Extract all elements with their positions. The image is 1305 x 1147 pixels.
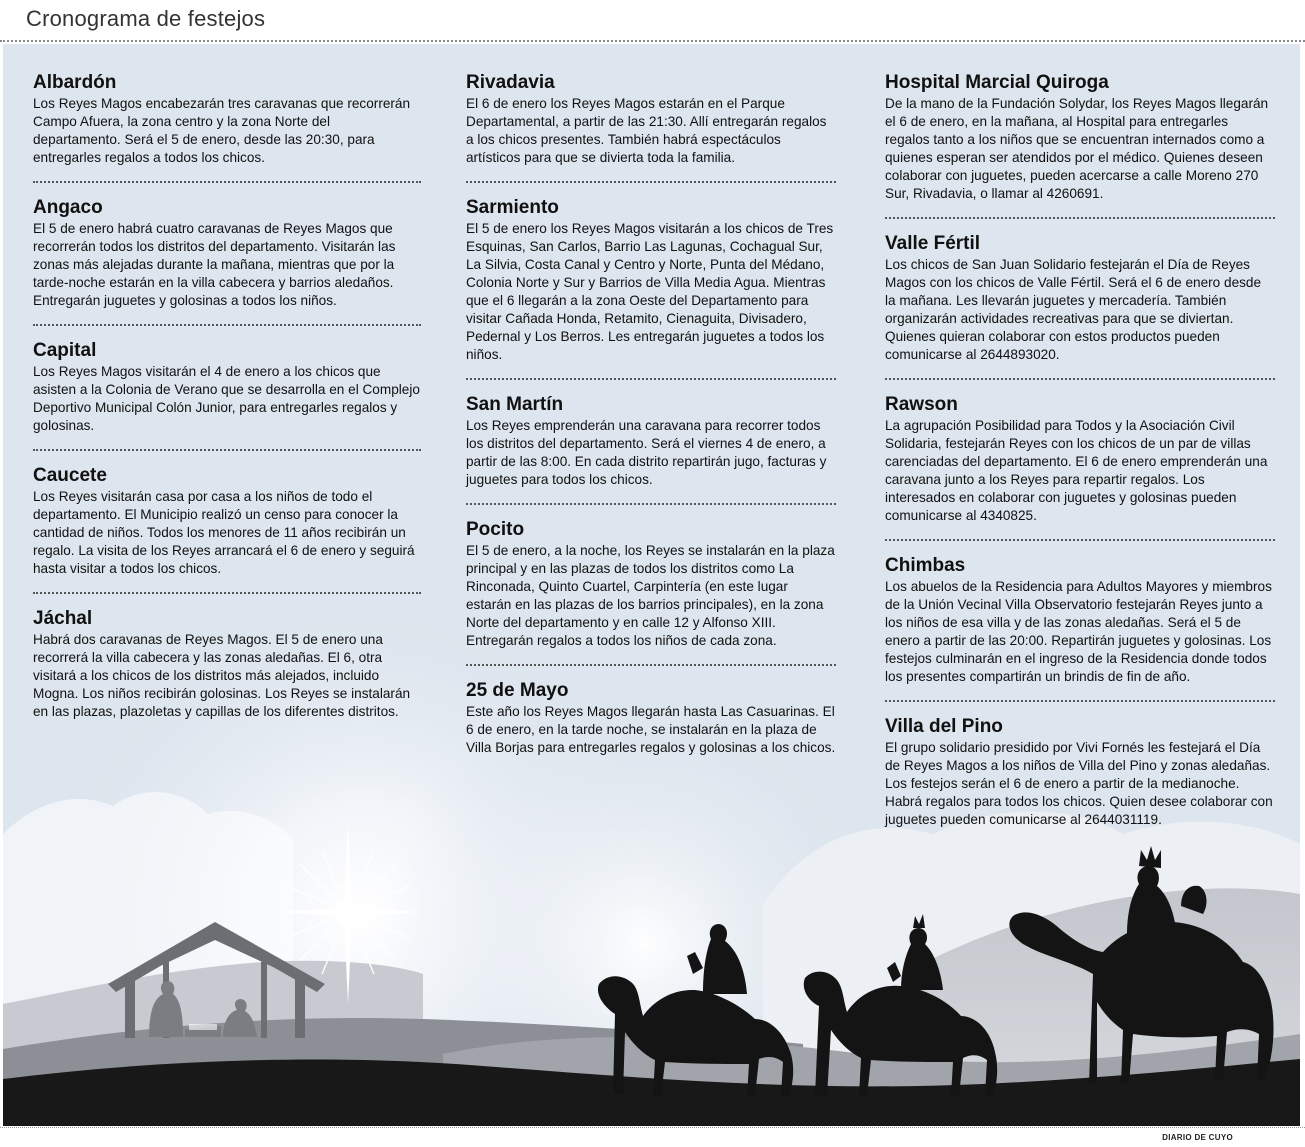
entry-text: Los Reyes Magos visitarán el 4 de enero a los chicos que asisten a la Colonia de Verano que se desarrolla en el Complejo Deportivo Municipal Colón Junior, para entregarles regalos y golosinas.	[33, 364, 420, 433]
entry-divider	[466, 664, 836, 666]
entry-divider	[466, 378, 836, 380]
entry-text: Este año los Reyes Magos llegarán hasta Las Casuarinas. El 6 de enero, en la tarde noche, se instalarán en la plaza de Villa Borjas para entregarles regalos y golosinas a los chicos.	[466, 704, 836, 755]
entry-title: Capital	[33, 340, 97, 361]
entry-villa-del-pino	[885, 716, 1275, 829]
entry-text: Los abuelos de la Residencia para Adultos Mayores y miembros de la Unión Vecinal Villa Observatorio festejarán Reyes junto a los niños de esa villa y de las zonas aledañas. Será el 5 de enero a partir de las 20:00. Repartirán juguetes y golosinas. Los festejos culminarán en el ingreso de la Residencia donde todos los presentes compartirán un brindis de fin de año.	[885, 579, 1272, 684]
entry-title: Villa del Pino	[885, 716, 1003, 737]
entry-text: Los chicos de San Juan Solidario festejarán el Día de Reyes Magos con los chicos de Valle Fértil. Será el 6 de enero desde la mañana. Les llevarán juguetes y mercadería. También organizarán actividades recreativas para que se diviertan. Quienes quieran colaborar con estos productos pueden comunicarse al 2644893020.	[885, 257, 1262, 362]
entry-title: Pocito	[466, 519, 525, 540]
entry-divider	[885, 378, 1275, 380]
entry-divider	[33, 324, 421, 326]
entry-angaco	[33, 197, 421, 310]
entry-title: San Martín	[466, 394, 564, 415]
entry-title: Rivadavia	[466, 72, 555, 93]
entry-text: Los Reyes visitarán casa por casa a los niños de todo el departamento. El Municipio realizó un censo para conocer la cantidad de niños. Todos los menores de 11 años recibirán un regalo. La visita de los Reyes arrancará el 6 de enero y seguirá hasta visitar a todos los chicos.	[33, 489, 415, 576]
entry-hospital-marcial-quiroga	[885, 72, 1275, 203]
entry-25-de-mayo	[466, 680, 836, 757]
column-3	[885, 72, 1275, 829]
entry-text: La agrupación Posibilidad para Todos y la Asociación Civil Solidaria, festejarán Reyes con los chicos de un par de villas carenciadas del departamento. El 6 de enero emprenderán una caravana junto a los Reyes para repartir regalos. Los interesados en colaborar con juguetes y golosinas pueden comunicarse al 4340825.	[885, 418, 1268, 523]
entry-divider	[33, 449, 421, 451]
entry-text: De la mano de la Fundación Solydar, los Reyes Magos llegarán el 6 de enero, en la mañana, al Hospital para entregarles regalos tanto a los niños que se encuentran internados como a quienes esperan ser atendidos por el médico. Quienes deseen colaborar con juguetes, pueden acercarse a calle Moreno 270 Sur, Rivadavia, o llamar al 4260691.	[885, 96, 1269, 201]
entry-title: Angaco	[33, 197, 103, 218]
column-2	[466, 72, 836, 757]
entry-divider	[885, 700, 1275, 702]
entry-chimbas	[885, 555, 1275, 686]
entry-caucete	[33, 465, 421, 578]
entry-text: Los Reyes emprenderán una caravana para recorrer todos los distritos del departamento. Será el viernes 4 de enero, a partir de las 8:00. En cada distrito repartirán jugo, facturas y juguetes para todos los chicos.	[466, 418, 827, 487]
entry-text: El 5 de enero los Reyes Magos visitarán a los chicos de Tres Esquinas, San Carlos, Barrio Las Lagunas, Cochagual Sur, La Silvia, Costa Canal y Centro y Norte, Punta del Médano, Colonia Norte y Sur y Barrios de Villa Media Agua. Mientras que el 6 llegarán a la zona Oeste del Departamento para visitar Cañada Honda, Retamito, Cienaguita, Divisadero, Pedernal y Los Berros. Les entregarán juguetes a todos los niños.	[466, 221, 834, 362]
entry-text: El 6 de enero los Reyes Magos estarán en el Parque Departamental, a partir de las 21:30. Allí entregarán regalos a los chicos presentes. También habrá espectáculos artísticos para que se divierta toda la familia.	[466, 96, 827, 165]
entry-divider	[466, 181, 836, 183]
source-credit: DIARIO DE CUYO	[1162, 1133, 1233, 1142]
entry-divider	[885, 217, 1275, 219]
entry-text: El 5 de enero habrá cuatro caravanas de Reyes Magos que recorrerán todos los distritos del departamento. Visitarán las zonas más alejadas durante la mañana, mientras que por la tarde-noche estarán en la villa cabecera y barrios aledaños. Entregarán juguetes y golosinas a todos los niños.	[33, 221, 396, 308]
footer-divider	[0, 1127, 1305, 1128]
entry-title: Albardón	[33, 72, 117, 93]
entry-divider	[885, 539, 1275, 541]
header-divider	[0, 40, 1305, 42]
column-1	[33, 72, 421, 721]
header	[0, 0, 1305, 42]
entry-capital	[33, 340, 421, 435]
entry-text: El grupo solidario presidido por Vivi Fornés les festejará el Día de Reyes Magos a los niños de Villa del Pino y zonas aledañas. Los festejos serán el 6 de enero a partir de la medianoche. Habrá regalos para todos los chicos. Quien desee colaborar con juguetes pueden comunicarse al 2644031119.	[885, 740, 1273, 827]
entry-title: 25 de Mayo	[466, 680, 569, 701]
entry-san-martin	[466, 394, 836, 489]
entry-title: Chimbas	[885, 555, 966, 576]
entry-divider	[33, 181, 421, 183]
entry-divider	[466, 503, 836, 505]
content-panel	[3, 44, 1300, 1126]
entry-title: Jáchal	[33, 608, 93, 629]
entry-sarmiento	[466, 197, 836, 364]
entry-title: Rawson	[885, 394, 958, 415]
entry-title: Valle Fértil	[885, 233, 981, 254]
entry-text: El 5 de enero, a la noche, los Reyes se instalarán en la plaza principal y en las plazas de todos los distritos como La Rinconada, Quinto Cuartel, Carpintería (en este lugar estarán en las plazas de los barrios principales), en la zona Norte del departamento y en calle 12 y Alfonso XIII. Entregarán regalos a todos los niños de cada zona.	[466, 543, 835, 648]
entry-valle-fertil	[885, 233, 1275, 364]
entry-title: Caucete	[33, 465, 107, 486]
entry-rivadavia	[466, 72, 836, 167]
entry-divider	[33, 592, 421, 594]
entry-pocito	[466, 519, 836, 650]
entry-albardon	[33, 72, 421, 167]
footer	[0, 1126, 1305, 1147]
entry-rawson	[885, 394, 1275, 525]
entry-text: Los Reyes Magos encabezarán tres caravanas que recorrerán Campo Afuera, la zona centro y la zona Norte del departamento. Será el 5 de enero, desde las 20:30, para entregarles regalos a todos los chicos.	[33, 96, 411, 165]
page-title: Cronograma de festejos	[26, 6, 266, 31]
entry-jachal	[33, 608, 421, 721]
entry-title: Hospital Marcial Quiroga	[885, 72, 1109, 93]
entry-title: Sarmiento	[466, 197, 559, 218]
entry-text: Habrá dos caravanas de Reyes Magos. El 5 de enero una recorrerá la villa cabecera y las zonas aledañas. El 6, otra visitará a los chicos de los distritos más alejados, incluido Mogna. Los niños recibirán golosinas. Los Reyes se instalarán en las plazas, plazoletas y capillas de los diferentes distritos.	[33, 632, 411, 719]
